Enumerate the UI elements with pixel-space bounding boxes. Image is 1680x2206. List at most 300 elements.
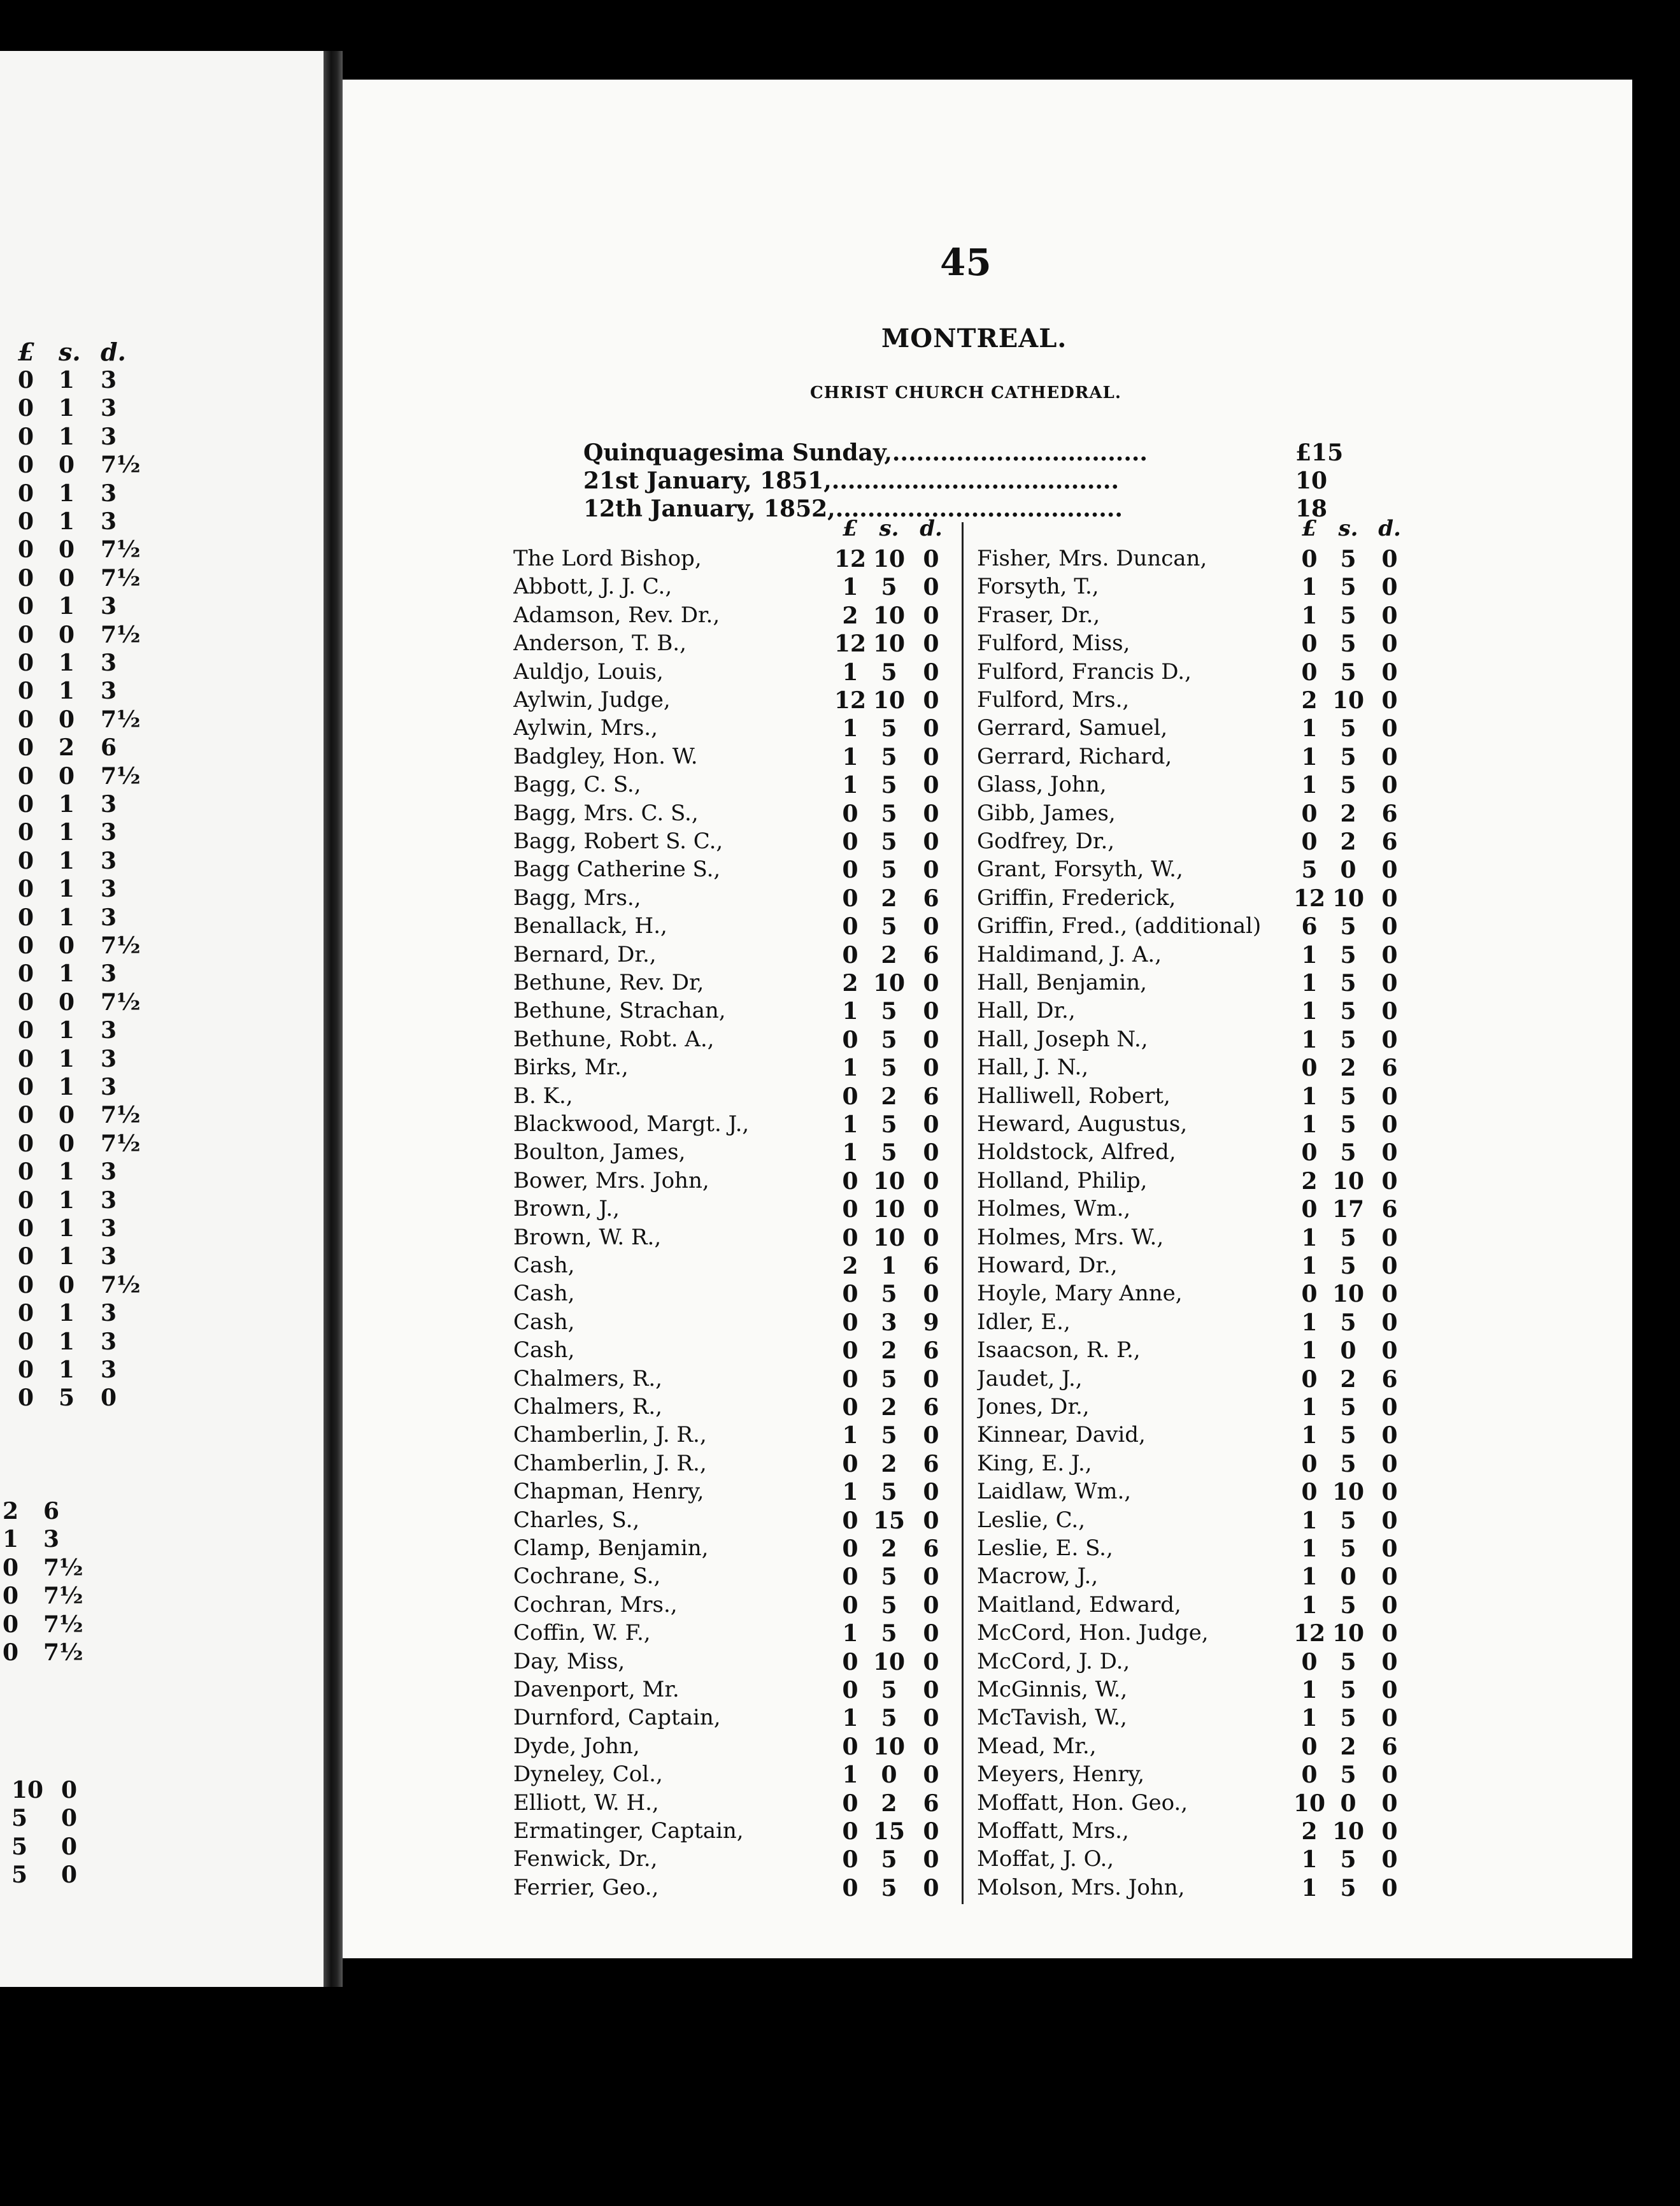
- shillings-amount: 0: [1340, 857, 1356, 884]
- pence-amount: 0: [1381, 1874, 1398, 1902]
- shillings-amount: 5: [1340, 1253, 1356, 1279]
- pounds-amount: 0: [842, 1365, 858, 1393]
- subscriber-entry: [513, 1479, 813, 1507]
- left-page-amount: 0: [18, 1017, 34, 1044]
- subscriber-entry: [977, 970, 1276, 998]
- shillings-amount: 2: [881, 885, 897, 912]
- church-heading: CHRIST CHURCH CATHEDRAL.: [810, 383, 1121, 402]
- left-page-amount: 1: [59, 791, 75, 818]
- subscriber-name: Ermatinger, Captain,: [513, 1818, 748, 1844]
- pounds-amount: 0: [842, 1196, 858, 1223]
- column-header-pounds: £: [1302, 516, 1317, 541]
- shillings-amount: 5: [1340, 1450, 1356, 1477]
- left-page-amount: 3: [101, 395, 117, 422]
- shillings-amount: 15: [872, 1507, 906, 1534]
- pounds-amount: 1: [1301, 1422, 1318, 1449]
- pence-amount: 0: [1381, 1846, 1398, 1874]
- pounds-amount: 1: [1301, 574, 1318, 601]
- shillings-amount: 2: [1340, 800, 1356, 827]
- subscriber-entry: [513, 1818, 813, 1846]
- subscriber-entry: [513, 1225, 813, 1253]
- subscriber-name: Bagg, Robert S. C.,: [513, 829, 727, 854]
- left-page-amount: 3: [101, 1356, 117, 1383]
- left-page-amount: 0: [18, 621, 34, 648]
- pence-amount: 6: [1381, 1733, 1398, 1760]
- pounds-amount: 1: [842, 998, 858, 1025]
- shillings-amount: 5: [1340, 1705, 1356, 1732]
- left-page-amount: 0: [18, 819, 34, 846]
- subscriber-entry: [513, 574, 813, 602]
- left-page-amount: 0: [18, 678, 34, 705]
- pence-amount: 6: [1381, 1196, 1398, 1223]
- shillings-amount: 5: [881, 772, 897, 799]
- subscriber-entry: [977, 1620, 1276, 1648]
- pence-amount: 0: [923, 857, 939, 884]
- pence-amount: 0: [1381, 630, 1398, 658]
- left-page-amount: 0: [18, 1215, 34, 1242]
- subscriber-entry: [513, 885, 813, 913]
- shillings-amount: 5: [881, 1846, 897, 1874]
- left-page-amount: 3: [43, 1526, 60, 1553]
- pounds-amount: 0: [842, 1309, 858, 1336]
- subscriber-name: McTavish, W.,: [977, 1705, 1131, 1730]
- subscriber-entry: [513, 1281, 813, 1309]
- pounds-amount: 1: [1301, 602, 1318, 629]
- shillings-amount: 5: [1340, 715, 1356, 743]
- pence-amount: 0: [923, 913, 939, 941]
- pounds-amount: 1: [1301, 970, 1318, 997]
- shillings-amount: 10: [872, 630, 906, 658]
- pounds-amount: 0: [842, 885, 858, 912]
- shillings-amount: 2: [881, 1535, 897, 1562]
- pence-amount: 0: [923, 1167, 939, 1195]
- left-page-amount: 1: [59, 367, 75, 394]
- pence-amount: 0: [1381, 1224, 1398, 1251]
- left-page-amount: 0: [18, 1158, 34, 1186]
- subscriber-name: Griffin, Fred., (additional): [977, 913, 1265, 939]
- pence-amount: 6: [923, 941, 939, 969]
- pence-amount: 0: [1381, 998, 1398, 1025]
- pence-amount: 0: [923, 1224, 939, 1251]
- shillings-amount: 3: [881, 1309, 897, 1336]
- pounds-amount: 1: [1301, 1337, 1318, 1365]
- subscriber-name: Dyneley, Col.,: [513, 1761, 667, 1787]
- left-page-amount: 7½: [101, 1130, 141, 1157]
- subscriber-name: Charles, S.,: [513, 1507, 643, 1533]
- pence-amount: 0: [1381, 1394, 1398, 1421]
- subscriber-name: McCord, Hon. Judge,: [977, 1620, 1213, 1646]
- left-page-amount: 6: [43, 1498, 60, 1525]
- subscriber-entry: [977, 574, 1276, 602]
- subscriber-entry: [977, 687, 1276, 715]
- pence-amount: 0: [1381, 772, 1398, 799]
- shillings-amount: 10: [1332, 1818, 1365, 1845]
- left-page-amount: 1: [59, 1243, 75, 1270]
- pence-amount: 0: [923, 1591, 939, 1619]
- shillings-amount: 5: [1340, 574, 1356, 601]
- subscriber-entry: [977, 1083, 1276, 1111]
- pence-amount: 0: [923, 715, 939, 743]
- left-page-amount: 3: [101, 508, 117, 535]
- subscriber-name: Hall, Joseph N.,: [977, 1027, 1152, 1052]
- collection-amount: £15: [1295, 439, 1344, 466]
- left-page-amount: 1: [59, 1074, 75, 1100]
- subscriber-name: Fisher, Mrs. Duncan,: [977, 546, 1211, 571]
- shillings-amount: 5: [1340, 1648, 1356, 1676]
- left-page-amount: 0: [3, 1554, 19, 1581]
- shillings-amount: 10: [872, 602, 906, 629]
- shillings-amount: 10: [1332, 1167, 1365, 1195]
- subscriber-name: Holdstock, Alfred,: [977, 1139, 1180, 1165]
- left-page-amount: 3: [101, 1243, 117, 1270]
- subscriber-name: Blackwood, Margt. J.,: [513, 1111, 753, 1137]
- subscriber-entry: [513, 1507, 813, 1535]
- subscriber-name: Forsyth, T.,: [977, 574, 1103, 599]
- pounds-amount: 0: [842, 1733, 858, 1760]
- subscriber-name: Godfrey, Dr.,: [977, 829, 1118, 854]
- shillings-amount: 10: [872, 1648, 906, 1676]
- left-page-amount: 7½: [101, 988, 141, 1016]
- subscriber-name: Gerrard, Richard,: [977, 744, 1176, 769]
- subscriber-entry: [513, 1846, 813, 1874]
- subscriber-entry: [977, 1111, 1276, 1139]
- left-page-amount: 1: [59, 395, 75, 422]
- shillings-amount: 5: [881, 1705, 897, 1732]
- pounds-amount: 1: [1301, 1874, 1318, 1902]
- left-page-amount: 3: [101, 1074, 117, 1100]
- pounds-amount: 1: [1301, 1677, 1318, 1704]
- shillings-amount: 5: [881, 1479, 897, 1506]
- pence-amount: 0: [923, 546, 939, 573]
- pence-amount: 0: [923, 1365, 939, 1393]
- subscriber-name: Bagg, C. S.,: [513, 772, 645, 797]
- subscriber-entry: [977, 829, 1276, 857]
- left-page-amount: 0: [101, 1384, 117, 1412]
- pounds-amount: 0: [842, 1083, 858, 1110]
- subscriber-name: McCord, J. D.,: [977, 1649, 1134, 1674]
- pounds-amount: 2: [842, 970, 858, 997]
- pounds-amount: 0: [842, 1026, 858, 1053]
- subscriber-name: Cash,: [513, 1309, 578, 1335]
- subscriber-entry: [513, 1337, 813, 1365]
- pounds-amount: 0: [1301, 1733, 1318, 1760]
- collection-amount: 10: [1295, 467, 1328, 494]
- pence-amount: 0: [1381, 1026, 1398, 1053]
- pounds-amount: 0: [842, 1281, 858, 1308]
- pence-amount: 6: [1381, 829, 1398, 855]
- subscriber-name: Moffat, J. O.,: [977, 1846, 1118, 1872]
- subscriber-name: Day, Miss,: [513, 1649, 629, 1674]
- shillings-amount: 10: [1332, 1620, 1365, 1647]
- shillings-amount: 5: [881, 1620, 897, 1647]
- subscriber-entry: [513, 687, 813, 715]
- subscriber-entry: [977, 1027, 1276, 1055]
- left-page-header-cell: d.: [101, 338, 126, 366]
- left-page-amount: 7½: [101, 932, 141, 959]
- book-gutter: [324, 51, 343, 1987]
- subscriber-entry: [977, 1055, 1276, 1083]
- subscriber-entry: [513, 1535, 813, 1563]
- subscriber-entry: [513, 1366, 813, 1394]
- pence-amount: 0: [1381, 1309, 1398, 1336]
- subscriber-entry: [977, 602, 1276, 630]
- shillings-amount: 10: [872, 1224, 906, 1251]
- left-page-amount: 3: [101, 367, 117, 394]
- pounds-amount: 2: [842, 602, 858, 629]
- subscriber-entry: [513, 1139, 813, 1167]
- subscriber-name: Chalmers, R.,: [513, 1394, 666, 1420]
- shillings-amount: 5: [1340, 1591, 1356, 1619]
- pounds-amount: 12: [834, 546, 867, 573]
- pence-amount: 0: [1381, 1620, 1398, 1647]
- pounds-amount: 1: [1301, 1535, 1318, 1562]
- subscriber-entry: [513, 1027, 813, 1055]
- left-page-amount: 0: [59, 988, 75, 1016]
- subscriber-name: Fenwick, Dr.,: [513, 1846, 661, 1872]
- left-page-amount: 1: [59, 1356, 75, 1383]
- left-page-amount: 0: [18, 932, 34, 959]
- subscriber-entry: [977, 1139, 1276, 1167]
- pence-amount: 6: [923, 1450, 939, 1477]
- shillings-amount: 10: [1332, 1281, 1365, 1308]
- left-page-amount: 0: [3, 1611, 19, 1638]
- subscriber-entry: [977, 1677, 1276, 1705]
- subscriber-name: Fulford, Mrs.,: [977, 687, 1133, 713]
- subscriber-entry: [977, 772, 1276, 800]
- subscriber-name: Halliwell, Robert,: [977, 1083, 1174, 1109]
- left-page-amount: 0: [59, 762, 75, 790]
- pounds-amount: 0: [842, 1337, 858, 1365]
- left-page-amount: 0: [59, 1271, 75, 1299]
- subscriber-entry: [513, 1733, 813, 1761]
- pence-amount: 0: [923, 1648, 939, 1676]
- shillings-amount: 0: [1340, 1337, 1356, 1365]
- subscriber-name: Elliott, W. H.,: [513, 1790, 663, 1816]
- shillings-amount: 2: [881, 1790, 897, 1817]
- left-page-amount: 0: [61, 1861, 78, 1889]
- subscriber-name: Brown, J.,: [513, 1196, 623, 1221]
- subscriber-entry: [513, 1592, 813, 1620]
- subscriber-name: Leslie, C.,: [977, 1507, 1089, 1533]
- left-page-amount: 7½: [101, 621, 141, 648]
- shillings-amount: 10: [1332, 1479, 1365, 1506]
- left-page-amount: 1: [59, 1215, 75, 1242]
- subscriber-name: Chalmers, R.,: [513, 1366, 666, 1391]
- subscriber-entry: [513, 1790, 813, 1818]
- subscriber-name: Hoyle, Mary Anne,: [977, 1281, 1186, 1306]
- column-header-shillings: s.: [1338, 516, 1358, 541]
- pence-amount: 0: [923, 1507, 939, 1534]
- subscriber-name: Holmes, Mrs. W.,: [977, 1225, 1167, 1250]
- subscriber-entry: [513, 1168, 813, 1196]
- left-page-amount: 0: [18, 988, 34, 1016]
- left-page-amount: 0: [59, 1102, 75, 1129]
- pence-amount: 0: [1381, 913, 1398, 941]
- subscriber-name: Bagg Catherine S.,: [513, 857, 724, 882]
- left-page-amount: 7½: [43, 1554, 83, 1581]
- pence-amount: 0: [1381, 970, 1398, 997]
- subscriber-name: Kinnear, David,: [977, 1422, 1150, 1448]
- left-page-amount: 5: [59, 1384, 75, 1412]
- subscriber-name: B. K.,: [513, 1083, 577, 1109]
- pounds-amount: 0: [842, 1224, 858, 1251]
- shillings-amount: 2: [881, 1394, 897, 1421]
- left-page-amount: 0: [18, 452, 34, 479]
- subscriber-entry: [513, 913, 813, 941]
- left-page-amount: 1: [59, 819, 75, 846]
- subscriber-name: Moffatt, Hon. Geo.,: [977, 1790, 1192, 1816]
- pounds-amount: 1: [1301, 1026, 1318, 1053]
- subscriber-entry: [977, 1309, 1276, 1337]
- left-page-amount: 0: [3, 1639, 19, 1666]
- left-page-amount: 0: [59, 706, 75, 733]
- shillings-amount: 5: [881, 574, 897, 601]
- left-page-amount: 1: [59, 593, 75, 620]
- subscriber-entry: [977, 857, 1276, 885]
- pounds-amount: 2: [1301, 687, 1318, 714]
- subscriber-name: Idler, E.,: [977, 1309, 1074, 1335]
- left-page-amount: 3: [101, 650, 117, 676]
- shillings-amount: 2: [881, 1337, 897, 1365]
- pence-amount: 6: [923, 1083, 939, 1110]
- pounds-amount: 1: [1301, 1253, 1318, 1279]
- pounds-amount: 1: [1301, 772, 1318, 799]
- subscriber-name: Ferrier, Geo.,: [513, 1875, 662, 1900]
- left-page-amount: 0: [18, 508, 34, 535]
- shillings-amount: 5: [1340, 941, 1356, 969]
- pounds-amount: 0: [1301, 1479, 1318, 1506]
- subscriber-name: Durnford, Captain,: [513, 1705, 725, 1730]
- shillings-amount: 2: [881, 1450, 897, 1477]
- left-page-amount: 10: [11, 1777, 44, 1804]
- subscriber-entry: [513, 1677, 813, 1705]
- pence-amount: 0: [1381, 1507, 1398, 1534]
- shillings-amount: 5: [881, 1281, 897, 1308]
- subscriber-entry: [977, 1563, 1276, 1591]
- left-page-amount: 3: [101, 1158, 117, 1186]
- shillings-amount: 0: [881, 1761, 897, 1789]
- pounds-amount: 0: [1301, 1450, 1318, 1477]
- left-page: [0, 51, 324, 1987]
- pounds-amount: 12: [1293, 1620, 1326, 1647]
- pounds-amount: 1: [1301, 1309, 1318, 1336]
- shillings-amount: 5: [1340, 1761, 1356, 1789]
- left-page-amount: 0: [61, 1833, 78, 1860]
- pence-amount: 0: [1381, 1450, 1398, 1477]
- shillings-amount: 5: [1340, 1507, 1356, 1534]
- pounds-amount: 0: [842, 941, 858, 969]
- shillings-amount: 5: [881, 913, 897, 941]
- left-page-amount: 1: [59, 876, 75, 903]
- pounds-amount: 1: [1301, 941, 1318, 969]
- pounds-amount: 0: [842, 1846, 858, 1874]
- pounds-amount: 1: [842, 715, 858, 743]
- subscriber-name: Chapman, Henry,: [513, 1479, 708, 1504]
- shillings-amount: 5: [1340, 1846, 1356, 1874]
- left-page-amount: 1: [59, 1017, 75, 1044]
- pounds-amount: 0: [842, 1167, 858, 1195]
- shillings-amount: 5: [881, 1365, 897, 1393]
- pounds-amount: 12: [1293, 885, 1326, 912]
- shillings-amount: 5: [1340, 1394, 1356, 1421]
- left-page-amount: 2: [3, 1498, 19, 1525]
- pounds-amount: 2: [1301, 1818, 1318, 1845]
- column-header-shillings: s.: [879, 516, 899, 541]
- subscriber-entry: [977, 1451, 1276, 1479]
- shillings-amount: 5: [1340, 970, 1356, 997]
- subscriber-entry: [513, 801, 813, 829]
- left-page-amount: 0: [18, 367, 34, 394]
- pounds-amount: 0: [1301, 1648, 1318, 1676]
- shillings-amount: 15: [872, 1818, 906, 1845]
- pence-amount: 0: [1381, 1167, 1398, 1195]
- subscriber-name: Laidlaw, Wm.,: [977, 1479, 1135, 1504]
- left-page-amount: 1: [59, 1186, 75, 1214]
- shillings-amount: 5: [1340, 1083, 1356, 1110]
- left-page-amount: 0: [18, 1300, 34, 1327]
- left-page-amount: 7½: [43, 1611, 83, 1638]
- left-page-amount: 3: [101, 1186, 117, 1214]
- subscriber-entry: [513, 1705, 813, 1733]
- pence-amount: 0: [1381, 743, 1398, 771]
- pence-amount: 0: [1381, 658, 1398, 686]
- pence-amount: 0: [923, 970, 939, 997]
- left-page-amount: 0: [18, 1045, 34, 1072]
- subscriber-entry: [977, 1535, 1276, 1563]
- pounds-amount: 0: [842, 1677, 858, 1704]
- subscriber-name: Boulton, James,: [513, 1139, 689, 1165]
- pounds-amount: 0: [842, 1874, 858, 1902]
- subscriber-entry: [513, 829, 813, 857]
- left-page-amount: 3: [101, 819, 117, 846]
- shillings-amount: 2: [881, 1083, 897, 1110]
- left-page-amount: 0: [59, 536, 75, 564]
- left-page-amount: 1: [59, 508, 75, 535]
- subscriber-name: Abbott, J. J. C.,: [513, 574, 676, 599]
- subscriber-name: Anderson, T. B.,: [513, 630, 690, 656]
- subscriber-name: Bethune, Strachan,: [513, 998, 730, 1023]
- pounds-amount: 0: [1301, 1365, 1318, 1393]
- shillings-amount: 5: [1340, 998, 1356, 1025]
- shillings-amount: 5: [881, 1111, 897, 1138]
- subscriber-entry: [977, 546, 1276, 574]
- shillings-amount: 5: [1340, 1111, 1356, 1138]
- pounds-amount: 1: [842, 1705, 858, 1732]
- subscriber-entry: [977, 1790, 1276, 1818]
- subscriber-entry: [513, 772, 813, 800]
- pounds-amount: 0: [842, 1563, 858, 1591]
- pounds-amount: 1: [842, 1111, 858, 1138]
- pounds-amount: 1: [1301, 1507, 1318, 1534]
- left-page-amount: 1: [59, 650, 75, 676]
- pence-amount: 0: [1381, 1479, 1398, 1506]
- left-page-amount: 0: [18, 564, 34, 592]
- pence-amount: 0: [923, 1818, 939, 1845]
- subscriber-entry: [977, 1507, 1276, 1535]
- shillings-amount: 0: [1340, 1563, 1356, 1591]
- left-page-amount: 7½: [101, 452, 141, 479]
- subscriber-name: Grant, Forsyth, W.,: [977, 857, 1187, 882]
- pence-amount: 0: [1381, 1535, 1398, 1562]
- left-page-amount: 0: [18, 734, 34, 762]
- subscriber-name: Dyde, John,: [513, 1733, 644, 1759]
- left-page-amount: 0: [18, 706, 34, 733]
- subscriber-name: Chamberlin, J. R.,: [513, 1451, 711, 1476]
- left-page-amount: 1: [59, 678, 75, 705]
- pence-amount: 0: [923, 1111, 939, 1138]
- pence-amount: 0: [923, 1874, 939, 1902]
- left-page-amount: 0: [18, 1186, 34, 1214]
